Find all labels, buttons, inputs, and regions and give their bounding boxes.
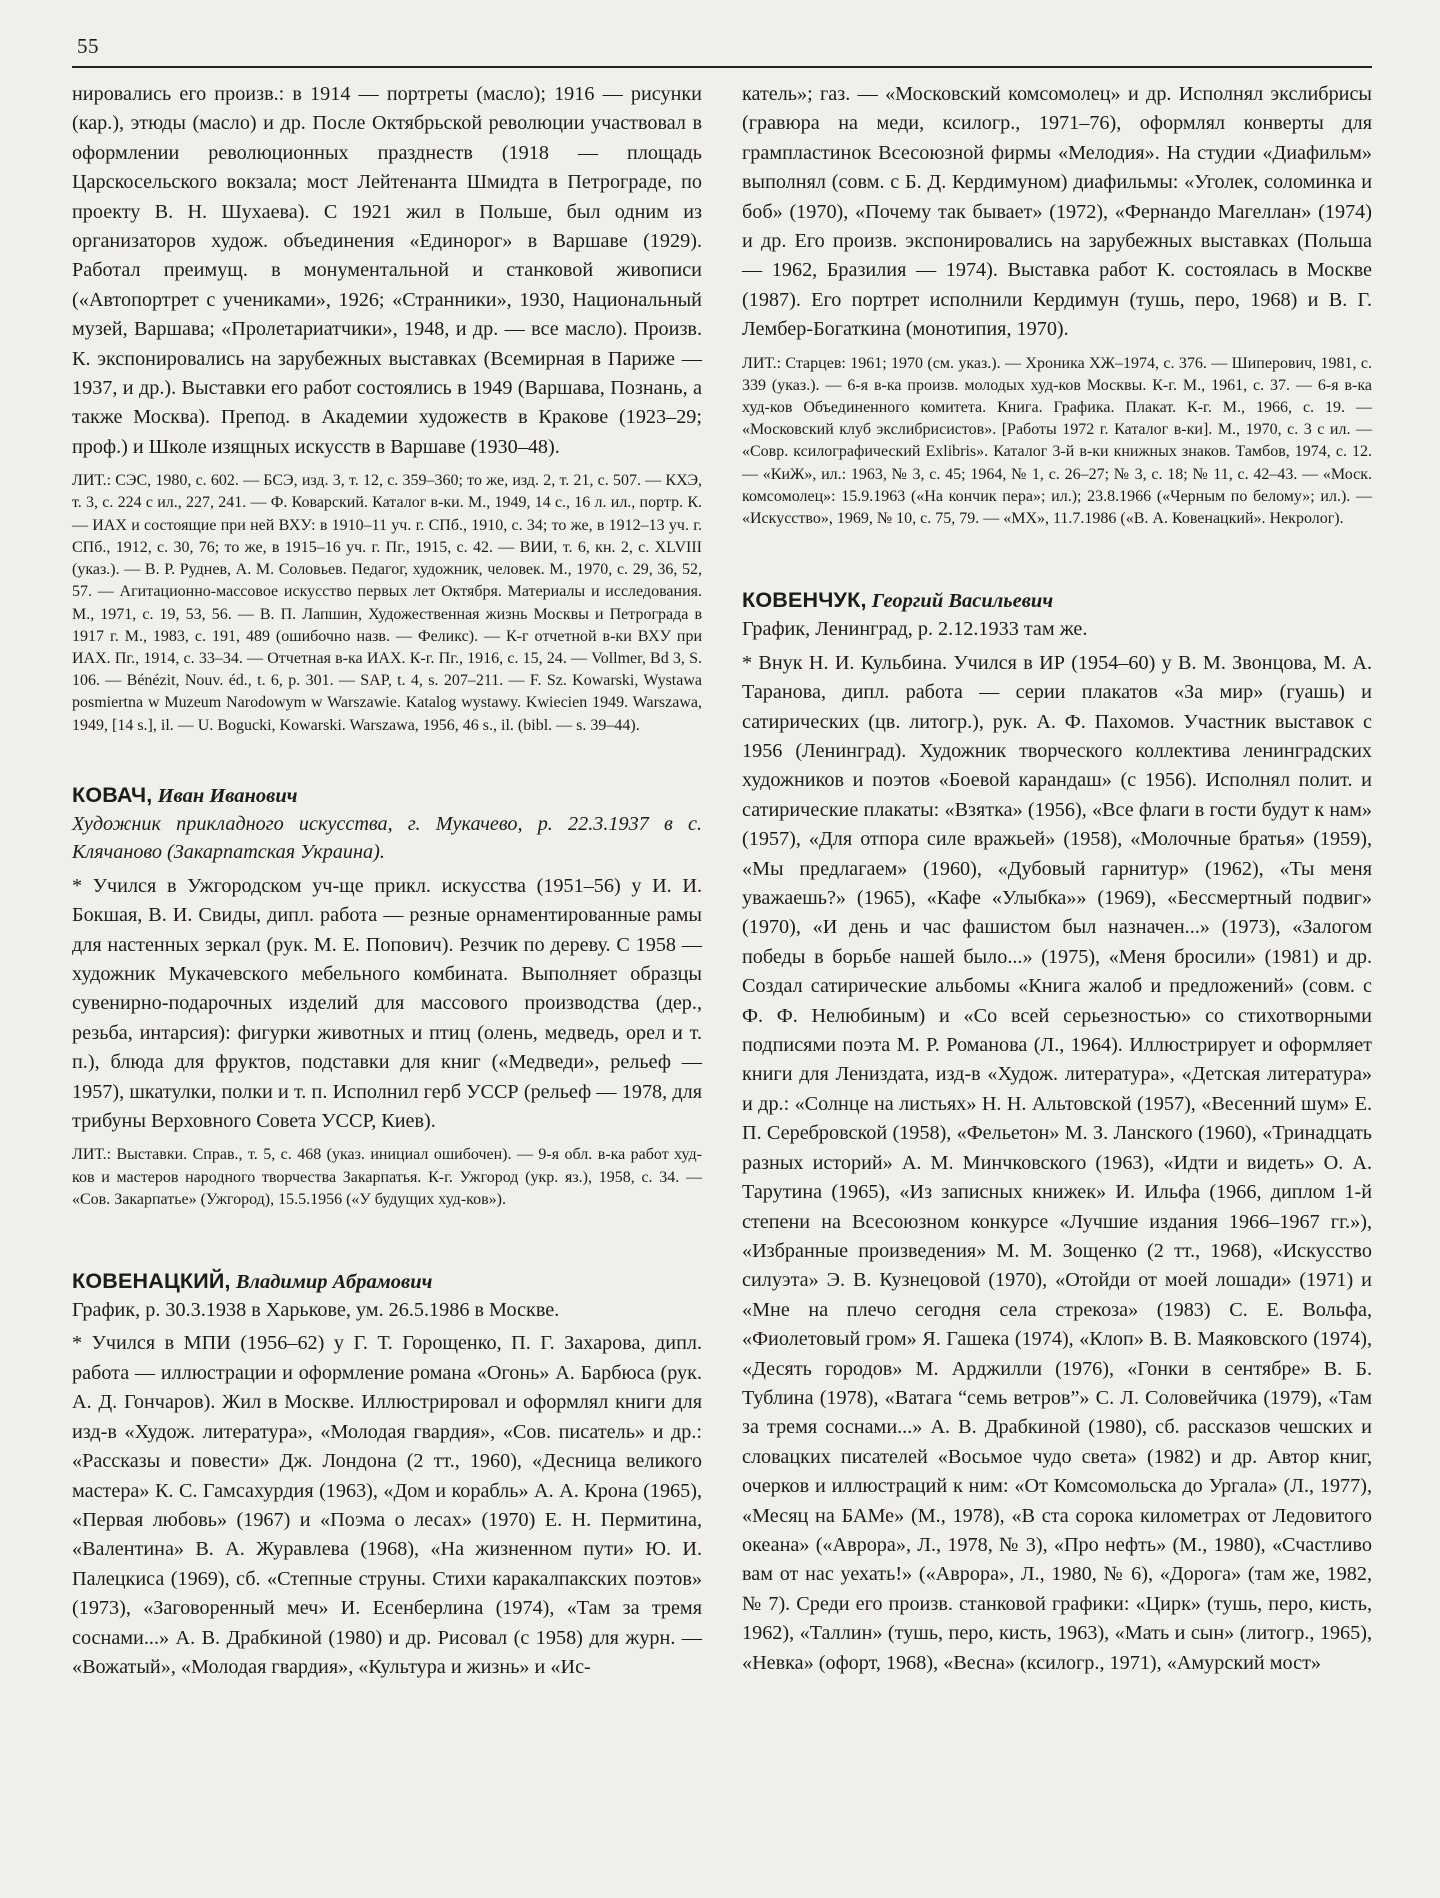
entry-heading-kovenchuk: [742, 586, 1372, 615]
entry-subtitle: Художник прикладного искусства, г. Мукачево, р. 22.3.1937 в с. Клячаново (Закарпатская Украина).: [72, 812, 702, 864]
entry-surname: КОВЕНЧУК,: [742, 588, 867, 613]
left-column: [72, 80, 702, 1682]
entry-continuation-text: нировались его произв.: в 1914 — портреты (масло); 1916 — рисунки (кар.), этюды (масло) и др. После Октябрьской революции участвовал в оформлении революционных празднеств (1918 — площадь Царскосельского вокзала; мост Лейтенанта Шмидта в Петрограде, по проекту В. Н. Шухаева). С 1921 жил в Польше, был одним из организаторов худож. объединения «Единорог» в Варшаве (1929). Работал преимущ. в монументальной и станковой живописи («Автопортрет с учениками», 1926; «Странники», 1930, Национальный музей, Варшава; «Пролетариатчики», 1948, и др. — все масло). Произв. К. экспонировались на зарубежных выставках (Всемирная в Париже — 1937, и др.). Выставки его работ состоялись в 1949 (Варшава, Познань, а также Москва). Препод. в Академии художеств в Кракове (1923–29; проф.) и Школе изящных искусств в Варшаве (1930–48).: [72, 83, 702, 458]
entry-continuation-literature: ЛИТ.: Старцев: 1961; 1970 (см. указ.). — Хроника ХЖ–1974, с. 376. — Шиперович, 1981, с. 339 (указ.). — 6-я в-ка произв. молодых худ-ков Москвы. К-г. М., 1961, с. 37. — 6-я в-ка худ-ков Объединенного комитета. Книга. Графика. Плакат. К-г. М., 1966, с. 19. — «Московский клуб экслибрисистов». [Работы 1972 г. Каталог в-ки]. М., 1970, с. 3 с ил. — «Совр. ксилографический Exlibris». Каталог 3-й в-ки книжных знаков. Тамбов, 1974, с. 12. — «КиЖ», ил.: 1963, № 3, с. 45; 1964, № 1, с. 26–27; № 3, с. 18; № 11, с. 42–43. — «Моск. комсомолец»: 15.9.1963 («На кончик пера»; ил.); 23.8.1966 («Черным по белому»; ил.). — «Искусство», 1969, № 10, с. 75, 79. — «МХ», 11.7.1986 («В. А. Ковенацкий». Некролог).: [742, 354, 1372, 528]
entry-subtitle: График, Ленинград, р. 2.12.1933 там же.: [742, 618, 1088, 641]
entry-subtitle: График, р. 30.3.1938 в Харькове, ум. 26.5.1986 в Москве.: [72, 1298, 560, 1321]
entry-body: * Внук Н. И. Кульбина. Учился в ИР (1954–60) у В. М. Звонцова, М. А. Таранова, дипл. работа — серии плакатов «За мир» (гуашь) и сатирических (цв. литогр.), рук. А. Ф. Пахомов. Участник выставок с 1956 (Ленинград). Художник творческого коллектива ленинградских художников и поэтов «Боевой карандаш» (с 1956). Исполнял полит. и сатирические плакаты: «Взятка» (1956), «Все флаги в гости будут к нам» (1957), «Для отпора силе вражьей» (1958), «Молочные братья» (1959), «Мы предлагаем» (1960), «Дубовый гарнитур» (1962), «Ты меня уважаешь?» (1965), «Кафе «Улыбка»» (1969), «Бессмертный подвиг» (1970), «И день и час фашистом был назначен...» (1973), «Залогом победы в борьбе нашей было...» (1975), «Меня бросили» (1981) и др. Создал сатирические альбомы «Книга жалоб и предложений» (совм. с Ф. Ф. Нелюбиным) и «Со всей серьезностью» со стихотворными подписями поэта М. Р. Романова (Л., 1964). Иллюстрирует и оформляет книги для Лениздата, изд-в «Худож. литература», «Детская литература» и др.: «Солнце на листьях» Н. Н. Альтовской (1957), «Весенний шум» Е. П. Серебровской (1958), «Фельетон» М. З. Ланского (1960), «Тринадцать разных историй» А. М. Минчковского (1963), «Идти и видеть» О. А. Тарутина (1965), «Из записных книжек» И. Ильфа (1966, диплом 1-й степени на Всесоюзном конкурсе «Лучшие издания 1966–1967 гг.»), «Избранные произведения» М. М. Зощенко (2 тт., 1968), «Искусство силуэта» Э. В. Кузнецовой (1970), «Отойди от моей лошади» (1971) и «Мне на плечо сегодня села стрекоза» (1983) С. Е. Вольфа, «Фиолетовый гром» Я. Гашека (1974), «Клоп» В. В. Маяковского (1974), «Десять городов» М. Арджилли (1976), «Гонки в сентябре» В. Б. Тублина (1978), «Ватага “семь ветров”» С. Л. Соловейчика (1979), «Там за тремя соснами...» А. В. Драбкиной (1980), сб. рассказов чешских и словацких писателей «Восьмое чудо света» (1982) и др. Автор книг, очерков и иллюстраций к ним: «От Комсомольска до Ургала» (Л., 1977), «Месяц на БАМе» (М., 1978), «В ста сорока километрах от Ледовитого океана» («Аврора», Л., 1978, № 3), «Про нефть» (М., 1980), «Счастливо вам от нас уехать!» («Аврора», Л., 1980, № 6), «Дорога» (там же, 1982, № 7). Среди его произв. станковой графики: «Цирк» (тушь, перо, кисть, 1962), «Таллин» (тушь, перо, кисть, 1963), «Мать и сын» (литогр., 1965), «Невка» (офорт, 1968), «Весна» (ксилогр., 1971), «Амурский мост»: [742, 651, 1372, 1674]
entry-surname: КОВЕНАЦКИЙ,: [72, 1268, 231, 1293]
page-number: 55: [77, 34, 99, 58]
right-column: [742, 80, 1372, 1678]
entry-body: * Учился в Ужгородском уч-ще прикл. искусства (1951–56) у И. И. Бокшая, В. И. Свиды, дипл. работа — резные орнаментированные рамы для настенных зеркал (рук. М. Е. Попович). Резчик по дереву. С 1958 — художник Мукачевского мебельного комбината. Выполняет образцы сувенирно-подарочных изделий для массового производства (дер., резьба, интарсия): фигурки животных и птиц (олень, медведь, орел и т. п.), блюда для фруктов, подставки для книг («Медведи», рельеф — 1957), шкатулки, полки и т. п. Исполнил герб УССР (рельеф — 1978, для трибуны Верховного Совета УССР, Киев).: [72, 874, 702, 1132]
entry-body: * Учился в МПИ (1956–62) у Г. Т. Горощенко, П. Г. Захарова, дипл. работа — иллюстрации и оформление романа «Огонь» А. Барбюса (рук. А. Д. Гончаров). Жил в Москве. Иллюстрировал и оформлял книги для изд-в «Худож. литература», «Молодая гвардия», «Сов. писатель» и др.: «Рассказы и повести» Дж. Лондона (2 тт., 1960), «Десница великого мастера» К. С. Гамсахурдия (1963), «Дом и корабль» А. А. Крона (1965), «Первая любовь» (1967) и «Поэма о лесах» (1970) Е. Н. Пермитина, «Валентина» В. А. Журавлева (1968), «На жизненном пути» Ю. И. Палецкиса (1969), сб. «Степные струны. Стихи каракалпакских поэтов» (1973), «Заговоренный меч» И. Есенберлина (1974), «Там за тремя соснами...» А. В. Драбкиной (1980) и др. Рисовал (с 1958) для журн. — «Вожатый», «Молодая гвардия», «Культура и жизнь» и «Ис-: [72, 1332, 702, 1678]
entry-literature: ЛИТ.: Выставки. Справ., т. 5, с. 468 (указ. инициал ошибочен). — 9-я обл. в-ка работ худ-ков и мастеров народного творчества Закарпатья. К-г. Ужгород (укр. яз.), 1958, с. 34. — «Сов. Закарпатье» (Ужгород), 15.5.1956 («У будущих худ-ков»).: [72, 1146, 702, 1208]
entry-continuation-literature: ЛИТ.: СЭС, 1980, с. 602. — БСЭ, изд. 3, т. 12, с. 359–360; то же, изд. 2, т. 21, с. 507. — КХЭ, т. 3, с. 224 с ил., 227, 241. — Ф. Коварский. Каталог в-ки. М., 1949, 14 с., 16 л. ил., портр. К. — ИАХ и состоящие при ней ВХУ: в 1910–11 уч. г. СПб., 1910, с. 34; то же, в 1912–13 уч. г. СПб., 1912, с. 30, 76; то же, в 1915–16 уч. г. Пг., 1915, с. 42. — ВИИ, т. 6, кн. 2, с. XLVIII (указ.). — В. Р. Руднев, А. М. Соловьев. Педагог, художник, человек. М., 1970, с. 29, 36, 52, 57. — Агитационно-массовое искусство первых лет Октября. Материалы и исследования. М., 1971, с. 19, 53, 56. — В. П. Лапшин, Художественная жизнь Москвы и Петрограда в 1917 г. М., 1983, с. 191, 489 (ошибочно назв. — Феликс). — К-г отчетной в-ки ВХУ при ИАХ. Пг., 1914, с. 33–34. — Отчетная в-ка ИАХ. К-г. Пг., 1916, с. 15, 24. — Vollmer, Bd 3, S. 106. — Bénézit, Nouv. éd., t. 6, p. 301. — SAP, t. 4, s. 207–211. — F. Sz. Kowarski, Wystawa posmiertna w Muzeum Narodowym w Warszawie. Katalog wystawy. Kwiecien 1949. Warszawa, 1949, [14 s.], il. — U. Bogucki, Kowarski. Warszawa, 1956, 46 s., il. (bibl. — s. 39–44).: [72, 472, 702, 734]
entry-given-name: Георгий Васильевич: [866, 590, 1054, 613]
entry-given-name: Иван Иванович: [152, 784, 298, 807]
entry-heading-kovenatsky: [72, 1267, 702, 1296]
entry-heading-kovach: [72, 781, 702, 810]
header-rule: [72, 66, 1372, 68]
entry-continuation-text: катель»; газ. — «Московский комсомолец» и др. Исполнял экслибрисы (гравюра на меди, ксилогр., 1971–76), оформлял конверты для грампластинок Всесоюзной фирмы «Мелодия». На студии «Диафильм» выполнял (совм. с Б. Д. Кердимуном) диафильмы: «Уголек, соломинка и боб» (1970), «Почему так бывает» (1972), «Фернандо Магеллан» (1974) и др. Его произв. экспонировались на зарубежных выставках (Польша — 1962, Бразилия — 1974). Выставка работ К. состоялась в Москве (1987). Его портрет исполнили Кердимун (тушь, перо, 1968) и В. Г. Лембер-Богаткина (монотипия, 1970).: [742, 83, 1372, 341]
entry-given-name: Владимир Абрамович: [230, 1270, 433, 1293]
entry-surname: КОВАЧ,: [72, 782, 153, 807]
